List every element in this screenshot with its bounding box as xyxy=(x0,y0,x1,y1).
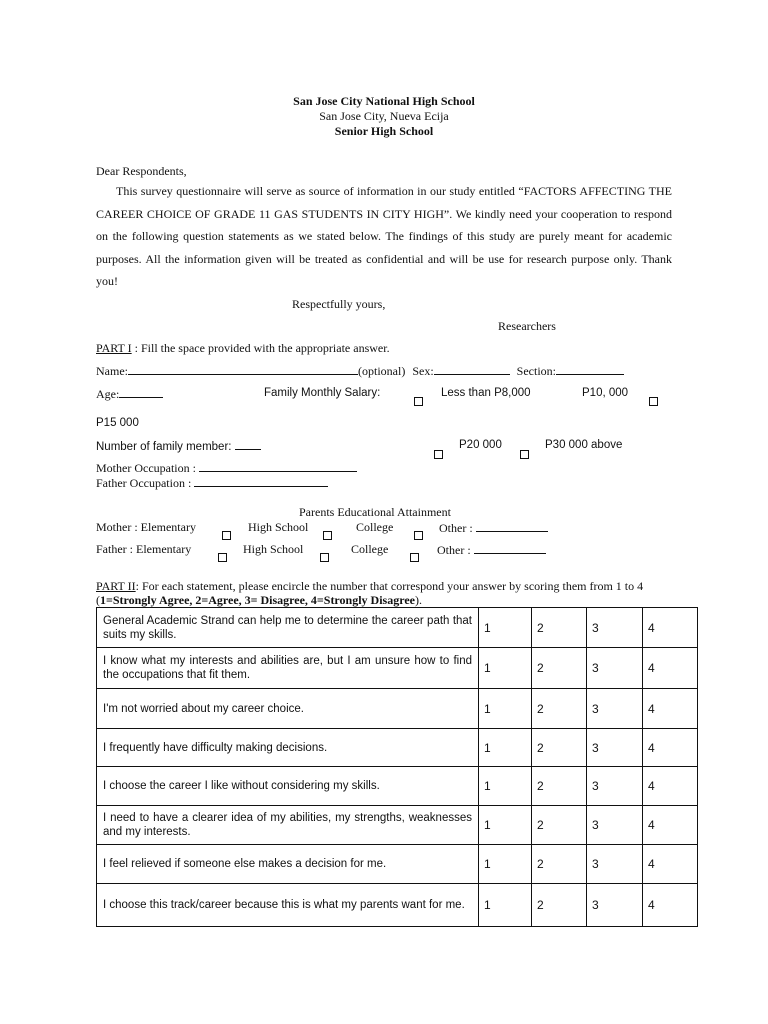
name-row xyxy=(96,363,624,378)
part1-heading-line xyxy=(96,341,390,355)
letter-closing: Respectfully yours, xyxy=(292,297,386,311)
statement-row xyxy=(97,689,698,729)
salary-checkbox-less-8000[interactable] xyxy=(414,397,423,406)
salutation: Dear Respondents, xyxy=(96,164,187,178)
score-option-4[interactable]: 4 xyxy=(643,608,698,648)
statement-row xyxy=(97,767,698,806)
part2-instruction: : For each statement, please encircle the number that correspond your answer by scoring them from 1 to 4 ( xyxy=(96,579,644,607)
school-department: Senior High School xyxy=(334,124,434,138)
mother-other-row xyxy=(439,520,548,535)
sex-field[interactable] xyxy=(434,363,510,375)
score-option-3[interactable]: 3 xyxy=(587,806,643,845)
score-option-3[interactable]: 3 xyxy=(587,729,643,767)
part2-heading: PART II xyxy=(96,579,136,593)
score-option-4[interactable]: 4 xyxy=(643,845,698,884)
score-option-3[interactable]: 3 xyxy=(587,884,643,927)
score-option-1[interactable]: 1 xyxy=(479,648,532,689)
part2-instruction-end: ). xyxy=(414,593,422,607)
score-option-1[interactable]: 1 xyxy=(479,689,532,729)
statement-text: I frequently have difficulty making decisions. xyxy=(97,729,479,767)
mother-other-field[interactable] xyxy=(476,520,548,532)
statement-row xyxy=(97,884,698,927)
statement-text: I feel relieved if someone else makes a decision for me. xyxy=(97,845,479,884)
score-option-1[interactable]: 1 xyxy=(479,884,532,927)
mother-high-school-label: High School xyxy=(248,520,309,534)
salary-option-15000: P15 000 xyxy=(96,417,139,429)
age-label: Age: xyxy=(96,387,120,401)
mother-attainment-label: Mother : Elementary xyxy=(96,520,196,534)
mother-occupation-label: Mother Occupation : xyxy=(96,461,196,475)
part1-instruction: : Fill the space provided with the appropriate answer. xyxy=(134,341,390,355)
mother-occupation-field[interactable] xyxy=(199,460,357,472)
father-high-school-checkbox[interactable] xyxy=(320,553,329,562)
statement-row xyxy=(97,729,698,767)
score-option-1[interactable]: 1 xyxy=(479,767,532,806)
salary-option-30000-above: P30 000 above xyxy=(545,439,623,451)
score-option-2[interactable]: 2 xyxy=(532,884,587,927)
father-college-label: College xyxy=(351,542,389,556)
salary-checkbox-20000[interactable] xyxy=(434,450,443,459)
score-option-2[interactable]: 2 xyxy=(532,648,587,689)
score-option-2[interactable]: 2 xyxy=(532,767,587,806)
salary-option-20000: P20 000 xyxy=(459,439,502,451)
father-high-school-label: High School xyxy=(243,542,304,556)
father-occupation-row xyxy=(96,475,328,490)
name-field[interactable] xyxy=(128,363,358,375)
part2-scale: 1=Strongly Agree, 2=Agree, 3= Disagree, 4=Strongly Disagree xyxy=(100,593,415,607)
section-label: Section: xyxy=(516,364,556,378)
mother-other-label: Other : xyxy=(439,521,473,535)
statement-text: I choose the career I like without considering my skills. xyxy=(97,767,479,806)
score-option-2[interactable]: 2 xyxy=(532,608,587,648)
family-member-label: Number of family member: xyxy=(96,441,232,453)
score-option-3[interactable]: 3 xyxy=(587,648,643,689)
father-elementary-checkbox[interactable] xyxy=(218,553,227,562)
statement-row xyxy=(97,608,698,648)
statement-text: General Academic Strand can help me to determine the career path that suits my skills. xyxy=(97,608,479,648)
statement-text: I choose this track/career because this is what my parents want for me. xyxy=(97,884,479,927)
school-name: San Jose City National High School xyxy=(293,94,475,108)
age-row xyxy=(96,386,163,401)
score-option-3[interactable]: 3 xyxy=(587,608,643,648)
score-option-4[interactable]: 4 xyxy=(643,689,698,729)
mother-college-label: College xyxy=(356,520,394,534)
score-option-2[interactable]: 2 xyxy=(532,729,587,767)
score-option-2[interactable]: 2 xyxy=(532,806,587,845)
mother-occupation-row xyxy=(96,460,357,475)
salary-checkbox-10000[interactable] xyxy=(649,397,658,406)
father-other-field[interactable] xyxy=(474,542,546,554)
score-option-3[interactable]: 3 xyxy=(587,689,643,729)
salary-option-less-8000: Less than P8,000 xyxy=(441,387,531,399)
letter-body-text: This survey questionnaire will serve as source of information in our study entitled “FACTORS AFFECTING THE CAREER CHOICE OF GRADE 11 GAS STUDENTS IN CITY HIGH”. We kindly need your cooperation to respond on the following question statements as we stated below. The findings of this study are purely meant for academic purposes. All the information given will be treated as confidential and will be use for research purpose only. Thank you! xyxy=(96,184,672,288)
rating-table-body xyxy=(97,608,698,927)
rating-table xyxy=(96,607,698,927)
part1-heading: PART I xyxy=(96,341,132,355)
score-option-3[interactable]: 3 xyxy=(587,767,643,806)
score-option-4[interactable]: 4 xyxy=(643,767,698,806)
optional-label: (optional) xyxy=(358,364,406,378)
father-attainment-label: Father : Elementary xyxy=(96,542,192,556)
score-option-2[interactable]: 2 xyxy=(532,689,587,729)
salary-checkbox-30000[interactable] xyxy=(520,450,529,459)
score-option-1[interactable]: 1 xyxy=(479,845,532,884)
name-label: Name: xyxy=(96,364,128,378)
mother-elementary-checkbox[interactable] xyxy=(222,531,231,540)
section-field[interactable] xyxy=(556,363,624,375)
letter-body xyxy=(96,180,672,293)
statement-text: I know what my interests and abilities are, but I am unsure how to find the occupations that fit them. xyxy=(97,648,479,689)
part2-instruction-block xyxy=(96,579,672,607)
score-option-1[interactable]: 1 xyxy=(479,729,532,767)
score-option-1[interactable]: 1 xyxy=(479,608,532,648)
salary-option-10000: P10, 000 xyxy=(582,387,629,399)
score-option-3[interactable]: 3 xyxy=(587,845,643,884)
statement-row xyxy=(97,806,698,845)
salary-label: Family Monthly Salary: xyxy=(264,387,381,399)
father-college-checkbox[interactable] xyxy=(410,553,419,562)
school-address: San Jose City, Nueva Ecija xyxy=(319,109,449,123)
family-member-field[interactable] xyxy=(235,438,261,450)
father-occupation-field[interactable] xyxy=(194,475,328,487)
statement-text: I need to have a clearer idea of my abilities, my strengths, weaknesses and my interests. xyxy=(97,806,479,845)
statement-text: I'm not worried about my career choice. xyxy=(97,689,479,729)
score-option-4[interactable]: 4 xyxy=(643,884,698,927)
score-option-4[interactable]: 4 xyxy=(643,806,698,845)
family-member-row xyxy=(96,438,261,454)
statement-row xyxy=(97,845,698,884)
father-occupation-label: Father Occupation : xyxy=(96,476,192,490)
statement-row xyxy=(97,648,698,689)
letter-signature: Researchers xyxy=(498,319,556,333)
score-option-4[interactable]: 4 xyxy=(643,648,698,689)
mother-college-checkbox[interactable] xyxy=(414,531,423,540)
father-other-label: Other : xyxy=(437,543,471,557)
mother-high-school-checkbox[interactable] xyxy=(323,531,332,540)
attainment-title: Parents Educational Attainment xyxy=(299,505,451,519)
score-option-2[interactable]: 2 xyxy=(532,845,587,884)
score-option-4[interactable]: 4 xyxy=(643,729,698,767)
age-field[interactable] xyxy=(119,386,163,398)
sex-label: Sex: xyxy=(412,364,434,378)
score-option-1[interactable]: 1 xyxy=(479,806,532,845)
father-other-row xyxy=(437,542,546,557)
